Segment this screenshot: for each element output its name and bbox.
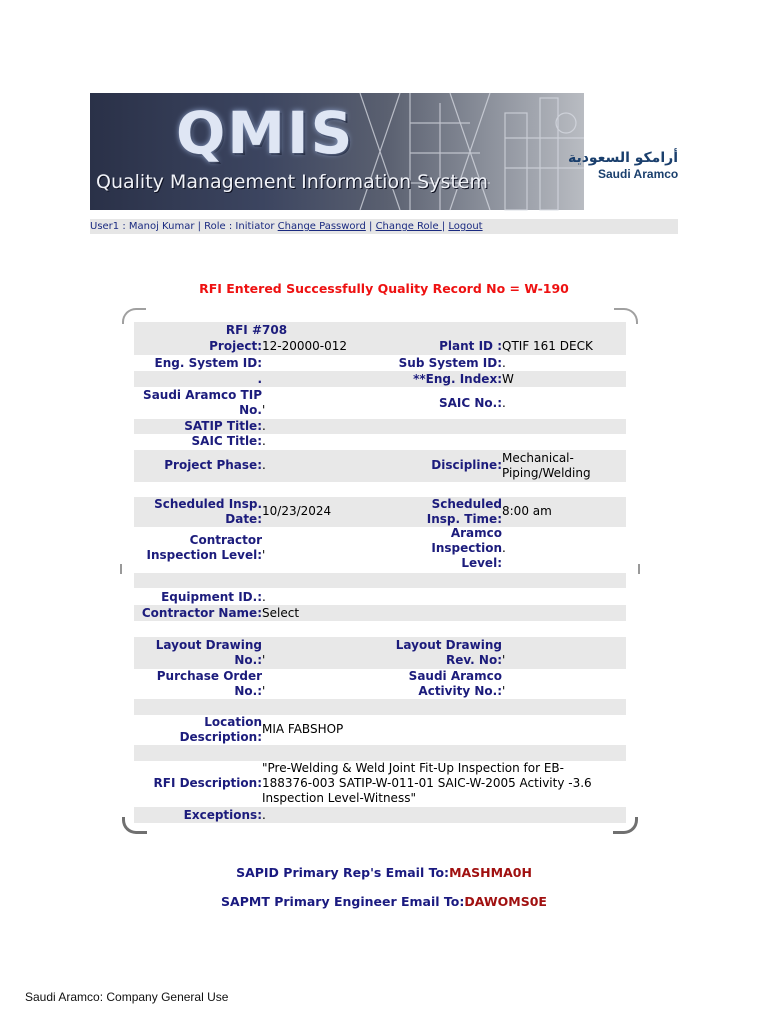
satip-title-label: SATIP Title: [184,419,262,433]
layout-drawing-rev-value: ' [502,653,506,667]
eng-index-row [134,371,626,387]
logout-link[interactable]: Logout [448,221,483,232]
card-side-tick [120,564,122,574]
rfi-number-label: RFI # [225,323,262,337]
purchase-order-value: ' [262,684,266,698]
logo-english: Saudi Aramco [598,167,679,181]
sapid-email-label: SAPID Primary Rep's Email To: [236,865,450,880]
eng-system-label: Eng. System ID: [154,356,262,370]
discipline-label: Discipline: [431,458,502,472]
satip-title-value: . [262,419,266,433]
classification-footer: Saudi Aramco: Company General Use [25,990,229,1004]
card-side-tick [638,564,640,574]
sapid-email-line [0,865,768,880]
eng-index-value: W [502,372,514,386]
rfi-details-card [120,306,640,836]
sapmt-email-line [0,894,768,909]
success-message: RFI Entered Successfully Quality Record No = W-190 [199,281,569,296]
project-value: 12-20000-012 [262,339,348,353]
tip-row [134,387,626,419]
aramco-level-value: . [502,541,506,555]
plant-id-value: QTIF 161 DECK [502,339,593,353]
saudi-aramco-logo [567,150,679,186]
eng-index-label: **Eng. Index: [413,372,502,386]
exceptions-value: . [262,808,266,822]
separator: | [441,221,449,232]
sub-system-label: Sub System ID: [398,356,502,370]
qmis-title: QMIS [176,99,355,167]
rfi-number-value: 708 [262,323,288,337]
logo-arabic: أرامكو السعودية [567,150,678,166]
contractor-level-value: ' [262,548,266,562]
rfi-description-label: RFI Description: [153,776,262,790]
equipment-row [134,589,626,605]
rfi-description-value: "Pre-Welding & Weld Joint Fit-Up Inspection for EB- 188376-003 SATIP-W-011-01 SAIC-W-2005 Activity -3.6 Inspection Level-Witness" [262,761,592,805]
user-info: User1 : Manoj Kumar | Role : Initiator [90,221,278,232]
system-row [134,355,626,371]
saic-title-row [134,434,626,450]
qmis-banner [90,93,584,210]
contractor-level-label: Contractor Inspection Level: [146,533,262,562]
location-row [134,715,626,745]
equipment-id-label: Equipment ID.: [161,590,262,604]
location-label: Location Description: [179,715,262,744]
purchase-order-label: Purchase Order No.: [156,669,262,698]
empty-field-value: . [257,372,262,386]
satip-title-row [134,419,626,434]
sub-system-value: . [502,356,506,370]
plant-id-label: Plant ID : [439,339,502,353]
schedule-row [134,497,626,527]
aramco-level-label: Aramco Inspection Level: [431,526,502,570]
contractor-name-value: Select [262,606,300,620]
change-role-link[interactable]: Change Role [375,221,442,232]
activity-no-label: Saudi Aramco Activity No.: [408,669,502,698]
layout-drawing-no-value: ' [262,653,266,667]
tip-label: Saudi Aramco TIP No. [143,388,262,417]
insp-date-label: Scheduled Insp. Date: [154,497,262,526]
contractor-name-label: Contractor Name: [141,606,262,620]
project-phase-value: . [262,458,266,472]
sapid-email-value: MASHMA0H [449,865,532,880]
spacer-row [134,745,626,761]
activity-no-value: ' [502,684,506,698]
inspection-level-row [134,527,626,573]
equipment-id-value: . [262,590,266,604]
saic-no-value: . [502,396,506,410]
banner-subtitle: Quality Management Information System [96,171,489,193]
contractor-name-row [134,605,626,621]
saic-title-label: SAIC Title: [191,434,262,448]
exceptions-row [134,807,626,823]
rfi-number-row [134,322,626,338]
change-password-link[interactable]: Change Password [277,221,366,232]
project-label: Project: [209,339,262,353]
project-row [134,338,626,355]
spacer-row [134,573,626,588]
purchase-order-row [134,669,626,699]
insp-time-label: Scheduled Insp. Time: [426,497,502,526]
discipline-value: Mechanical- Piping/Welding [502,451,591,480]
project-phase-label: Project Phase: [164,458,262,472]
tip-value: ' [262,403,266,417]
layout-drawing-no-label: Layout Drawing No.: [155,638,262,667]
exceptions-label: Exceptions: [183,808,262,822]
sapmt-email-label: SAPMT Primary Engineer Email To: [221,894,465,909]
layout-drawing-row [134,637,626,669]
saic-no-label: SAIC No.: [438,396,502,410]
separator: | [365,221,376,232]
spacer-row [134,699,626,715]
layout-drawing-rev-label: Layout Drawing Rev. No: [395,638,502,667]
saic-title-value: . [262,434,266,448]
user-bar [90,219,678,234]
phase-row [134,450,626,482]
insp-date-value: 10/23/2024 [262,504,332,518]
rfi-description-row [134,761,626,807]
sapmt-email-value: DAWOMS0E [464,894,547,909]
insp-time-value: 8:00 am [502,504,552,518]
location-value: MIA FABSHOP [262,722,344,736]
